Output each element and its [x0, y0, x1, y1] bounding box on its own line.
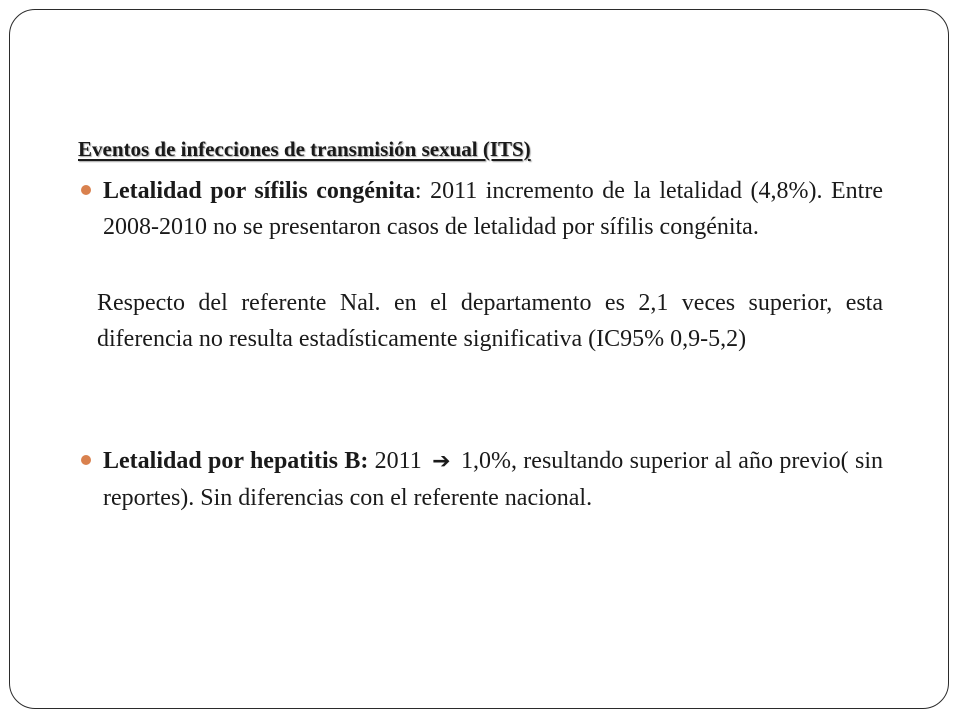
bullet-syphilis-text: : 2011 incremento de la letalidad (4,8%). Entre 2008-2010 no se presentaron casos de letalidad por sífilis congénita.: [103, 178, 883, 240]
bullet-dot-icon: [81, 455, 91, 465]
bullet-hepatitis-text: 1,0%, resultando superior al año previo( sin reportes). Sin diferencias con el referente nacional.: [103, 448, 883, 511]
bullet-hepatitis-label: Letalidad por hepatitis B:: [103, 448, 369, 474]
bullet-syphilis: [103, 173, 883, 245]
bullet-syphilis-label: Letalidad por sífilis congénita: [103, 178, 415, 204]
section-heading: Eventos de infecciones de transmisión sexual (ITS): [78, 137, 531, 161]
bullet-hepatitis: [103, 443, 883, 516]
bullet-dot-icon: [81, 185, 91, 195]
arrow-right-icon: ➔: [432, 449, 451, 474]
slide-frame: [9, 9, 949, 709]
bullet-hepatitis-year: 2011: [368, 448, 422, 474]
comparison-paragraph: Respecto del referente Nal. en el departamento es 2,1 veces superior, esta diferencia no resulta estadísticamente significativa (IC95% 0,9-5,2): [97, 290, 883, 352]
